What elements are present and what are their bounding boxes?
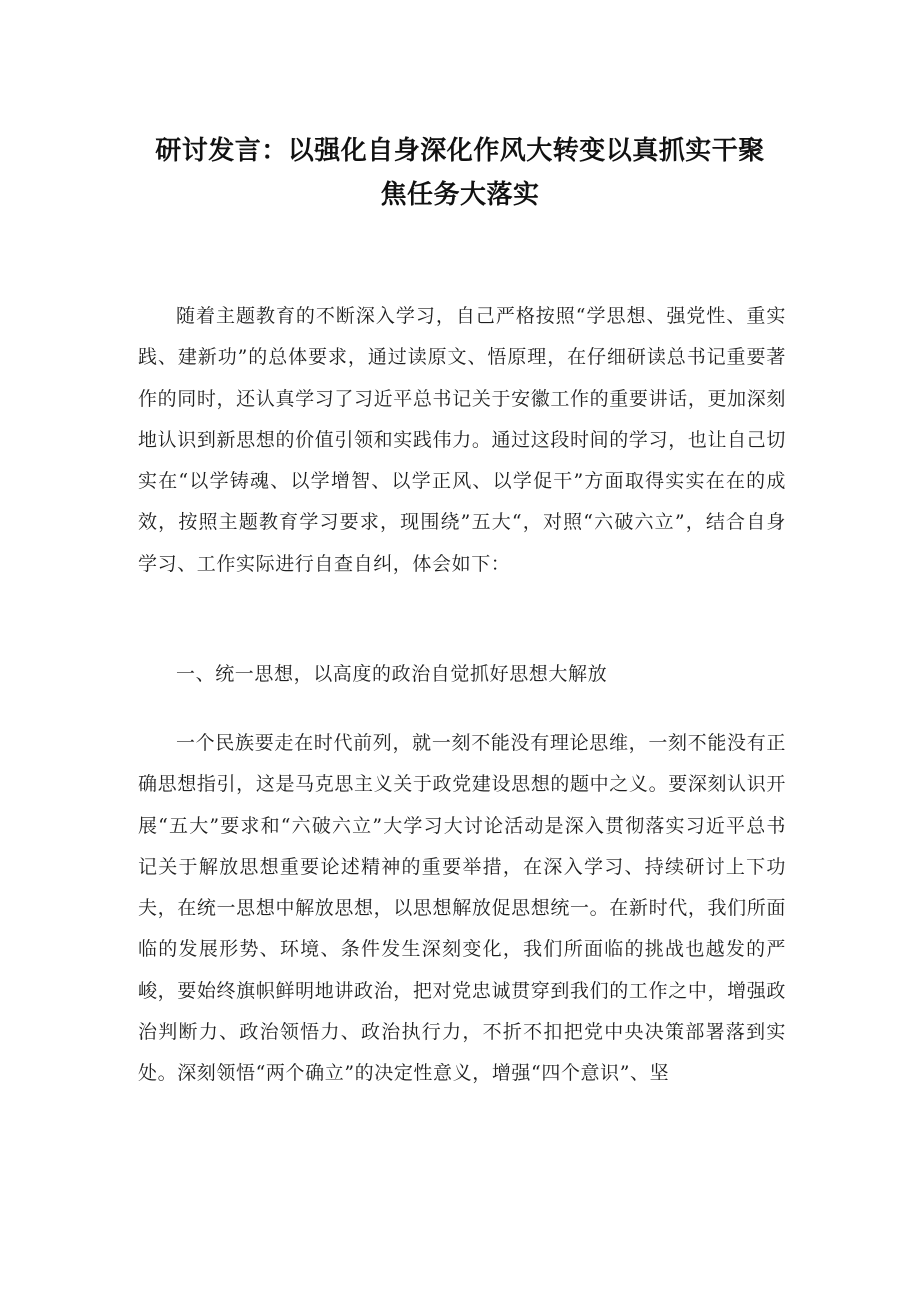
paragraph-intro: 随着主题教育的不断深入学习，自己严格按照“学思想、强党性、重实践、建新功”的总体要求，通过读原文、悟原理，在仔细研读总书记重要著作的同时，还认真学习了习近平总书记关于安徽工作的重要讲话，更加深刻地认识到新思想的价值引领和实践伟力。通过这段时间的学习，也让自己切实在“以学铸魂、以学增智、以学正风、以学促干”方面取得实实在在的成效，按照主题教育学习要求，现围绕”五大“，对照“六破六立”，结合自身学习、工作实际进行自查自纠，体会如下： [138,305,786,575]
document-title [130,129,790,217]
title-line-2: 焦任务大落实 [380,180,540,211]
section-heading-1: 一、统一思想，以高度的政治自觉抓好思想大解放 [176,663,608,685]
paragraph-section-1: 一个民族要走在时代前列，就一刻不能没有理论思维，一刻不能没有正确思想指引，这是马克思主义关于政党建设思想的题中之义。要深刻认识开展“五大”要求和“六破六立”大学习大讨论活动是深入贯彻落实习近平总书记关于解放思想重要论述精神的重要举措，在深入学习、持续研讨上下功夫，在统一思想中解放思想，以思想解放促思想统一。在新时代，我们所面临的发展形势、环境、条件发生深刻变化，我们所面临的挑战也越发的严峻，要始终旗帜鲜明地讲政治，把对党忠诚贯穿到我们的工作之中，增强政治判断力、政治领悟力、政治执行力，不折不扣把党中央决策部署落到实处。深刻领悟“两个确立”的决定性意义，增强“四个意识”、坚 [138,732,786,1085]
title-line-1: 研讨发言：以强化自身深化作风大转变以真抓实干聚 [155,136,765,167]
